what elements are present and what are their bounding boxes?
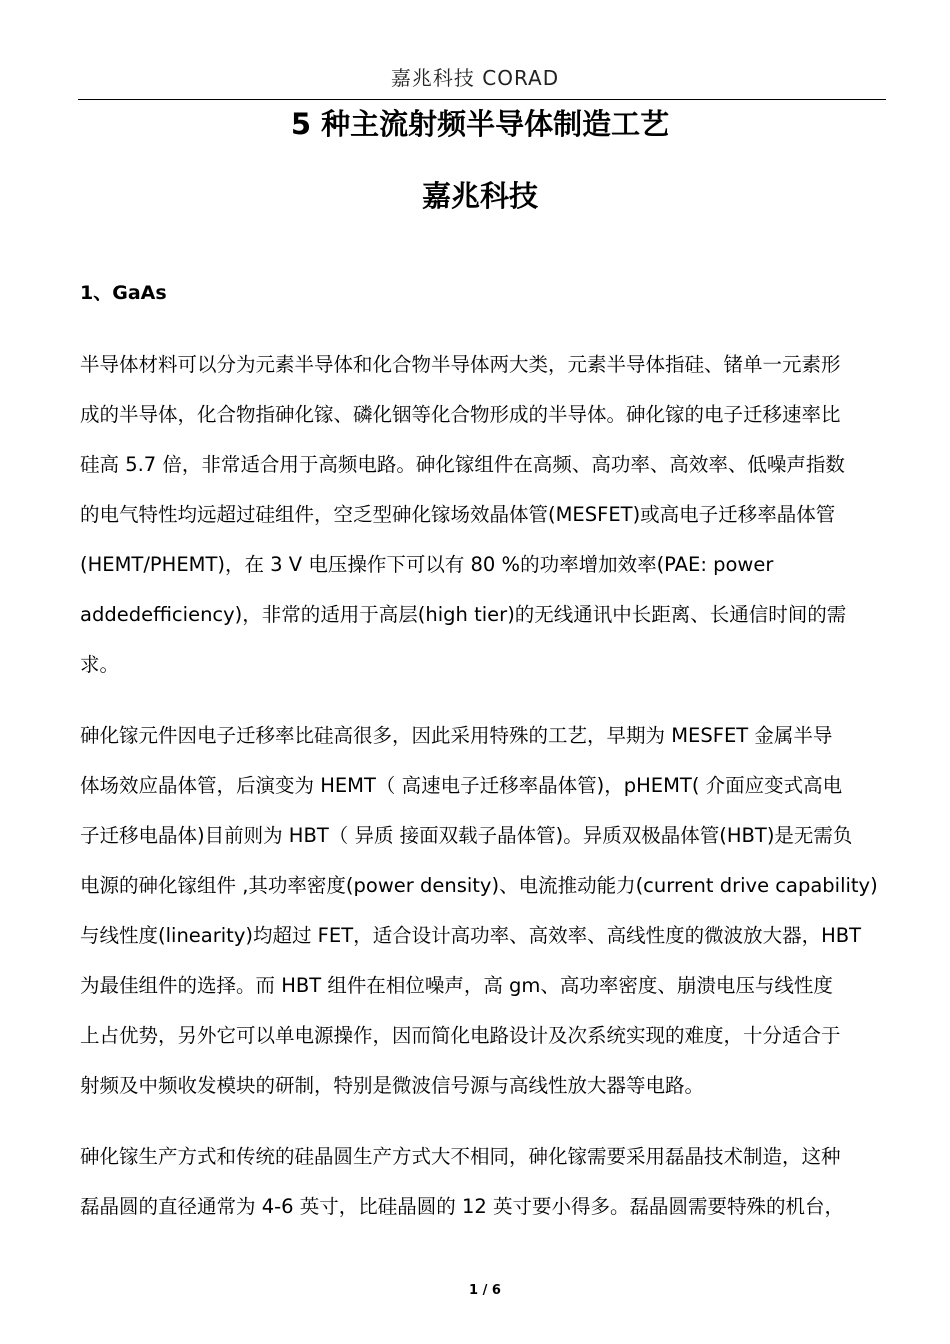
- paragraph: [80, 340, 892, 690]
- page-number: 1 / 6: [469, 1283, 501, 1298]
- paragraph-line: 成的半导体，化合物指砷化镓、磷化铟等化合物形成的半导体。砷化镓的电子迁移速率比: [80, 403, 841, 426]
- paragraph-line: addedefficiency)，非常的适用于高层(high tier)的无线通讯中长距离、长通信时间的需: [80, 603, 847, 626]
- paragraph-line: (HEMT/PHEMT)，在 3 V 电压操作下可以有 80 %的功率增加效率(PAE: power: [80, 553, 774, 576]
- paragraph-line: 射频及中频收发模块的研制，特别是微波信号源与高线性放大器等电路。: [80, 1074, 705, 1097]
- paragraph-line: 为最佳组件的选择。而 HBT 组件在相位噪声，高 gm、高功率密度、崩溃电压与线性度: [80, 974, 833, 997]
- paragraph-line: 磊晶圆的直径通常为 4-6 英寸，比硅晶圆的 12 英寸要小得多。磊晶圆需要特殊的机台，: [80, 1195, 844, 1218]
- paragraph: [80, 711, 892, 1111]
- document-title: 5 种主流射频半导体制造工艺: [290, 107, 670, 141]
- paragraph-line: 硅高 5.7 倍，非常适合用于高频电路。砷化镓组件在高频、高功率、高效率、低噪声指数: [80, 453, 845, 476]
- paragraph-line: 上占优势，另外它可以单电源操作，因而简化电路设计及次系统实现的难度，十分适合于: [80, 1024, 841, 1047]
- paragraph-line: 与线性度(linearity)均超过 FET，适合设计高功率、高效率、高线性度的微波放大器，HBT: [80, 924, 862, 947]
- paragraph-line: 体场效应晶体管，后演变为 HEMT（ 高速电子迁移率晶体管)，pHEMT( 介面应变式高电: [80, 774, 843, 797]
- paragraph-line: 砷化镓元件因电子迁移率比硅高很多，因此采用特殊的工艺，早期为 MESFET 金属半导: [80, 724, 833, 747]
- section-heading: 1、GaAs: [80, 282, 167, 304]
- paragraph-line: 电源的砷化镓组件 ,其功率密度(power density)、电流推动能力(current drive capability): [80, 874, 878, 897]
- paragraph-line: 求。: [80, 653, 120, 676]
- header-divider: [78, 99, 886, 100]
- document-subtitle: 嘉兆科技: [421, 179, 538, 213]
- paragraph-line: 子迁移电晶体)目前则为 HBT（ 异质 接面双载子晶体管)。异质双极晶体管(HBT)是无需负: [80, 824, 853, 847]
- paragraph: [80, 1132, 892, 1232]
- paragraph-line: 半导体材料可以分为元素半导体和化合物半导体两大类，元素半导体指硅、锗单一元素形: [80, 353, 841, 376]
- running-header: 嘉兆科技 CORAD: [390, 66, 560, 90]
- paragraph-line: 的电气特性均远超过硅组件，空乏型砷化镓场效晶体管(MESFET)或高电子迁移率晶体管: [80, 503, 836, 526]
- paragraph-line: 砷化镓生产方式和传统的硅晶圆生产方式大不相同，砷化镓需要采用磊晶技术制造，这种: [80, 1145, 841, 1168]
